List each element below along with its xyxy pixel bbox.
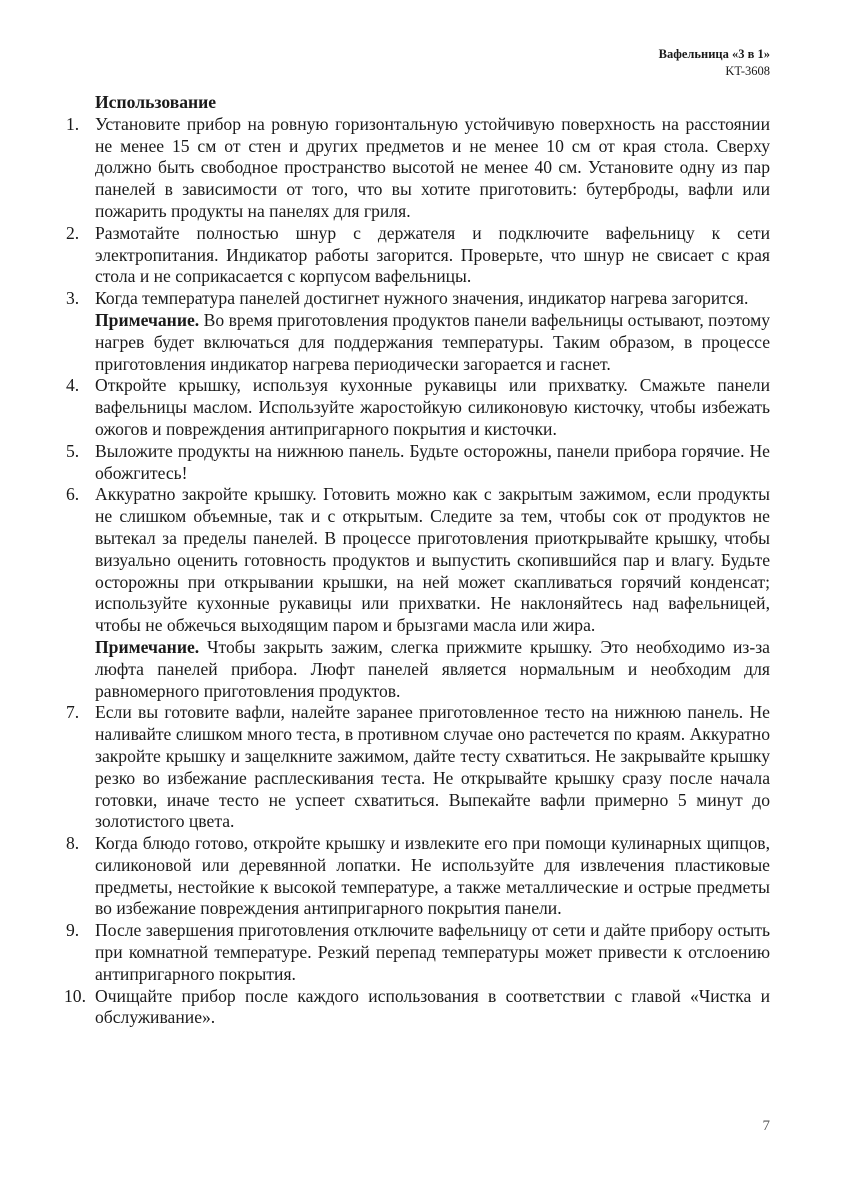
list-item: [66, 288, 770, 310]
item-text: Когда блюдо готово, откройте крышку и извлеките его при помощи кулинарных щипцов, силиконовой или деревянной лопатки. Не используйте для извлечения пластиковые предметы, нестойкие к высокой температуре, а также металлические и острые предметы во избежание повреждения антипригарного покрытия панели.: [95, 833, 770, 919]
item-text: Откройте крышку, используя кухонные рукавицы или прихватку. Смажьте панели вафельницы маслом. Используйте жаростойкую силиконовую кисточку, чтобы избежать ожогов и повреждения антипригарного покрытия и кисточки.: [95, 375, 770, 439]
item-text: Когда температура панелей достигнет нужного значения, индикатор нагрева загорится.: [95, 288, 749, 309]
note-paragraph: [95, 310, 770, 375]
item-text: Выложите продукты на нижнюю панель. Будьте осторожны, панели прибора горячие. Не обожгитесь!: [95, 440, 770, 483]
item-number: 2.: [66, 222, 80, 243]
list-item: [66, 833, 770, 920]
item-number: 4.: [66, 375, 80, 396]
item-text: Установите прибор на ровную горизонтальную устойчивую поверхность на расстоянии не менее 15 см от стен и других предметов и не менее 10 см от края стола. Сверху должно быть свободное пространство высотой не менее 40 см. Установите одну из пар панелей в зависимости от того, что вы хотите приготовить: бутерброды, вафли или пожарить продукты на панелях для гриля.: [95, 113, 770, 221]
item-text: Если вы готовите вафли, налейте заранее приготовленное тесто на нижнюю панель. Не наливайте слишком много теста, в противном случае оно растечется по краям. Аккуратно закройте крышку и защелкните зажимом, дайте тесту схватиться. Не закрывайте крышку резко во избежание расплескивания теста. Не открывайте крышку сразу после начала готовки, иначе тесто не успеет схватиться. Выпекайте вафли примерно 5 минут до золотистого цвета.: [95, 702, 770, 832]
item-number: 6.: [66, 484, 80, 505]
list-item: [66, 114, 770, 223]
section-title: Использование: [95, 92, 217, 112]
list-item: [66, 702, 770, 833]
item-number: 7.: [66, 702, 80, 723]
item-number: 5.: [66, 440, 80, 461]
list-item: [66, 223, 770, 288]
note-text: Во время приготовления продуктов панели вафельницы остывают, поэтому нагрев будет включаться для поддержания температуры. Таким образом, в процессе приготовления индикатор нагрева периодически загорается и гаснет.: [95, 309, 770, 374]
item-number: 1.: [66, 113, 80, 134]
list-item: [66, 484, 770, 637]
item-text: После завершения приготовления отключите вафельницу от сети и дайте прибору остыть при комнатной температуре. Резкий перепад температуры может привести к отслоению антипригарного покрытия.: [95, 920, 770, 984]
list-item: [66, 375, 770, 440]
page-header: [659, 46, 770, 80]
list-item: [66, 920, 770, 985]
document-body: [66, 92, 770, 1029]
item-number: 10.: [64, 985, 86, 1006]
note-label: Примечание.: [95, 636, 200, 657]
list-item: [66, 986, 770, 1030]
item-text: Размотайте полностью шнур с держателя и подключите вафельницу к сети электропитания. Индикатор работы загорится. Проверьте, что шнур не свисает с края стола и не соприкасается с корпусом вафельницы.: [95, 222, 770, 287]
note-text: Чтобы закрыть зажим, слегка прижмите крышку. Это необходимо из-за люфта панелей прибора. Люфт панелей является нормальным и необходим для равномерного приготовления продуктов.: [95, 636, 770, 701]
item-text: Аккуратно закройте крышку. Готовить можно как с закрытым зажимом, если продукты не слишком объемные, так и с открытым. Следите за тем, чтобы сок от продуктов не вытекал за пределы панелей. В процессе приготовления приоткрывайте крышку, чтобы визуально оценить готовность продуктов и выпустить скопившийся пар и влагу. Будьте осторожны при открывании крышки, на ней может скапливаться горячий конденсат; используйте кухонные рукавицы или прихватки. Не наклоняйтесь над вафельницей, чтобы не обжечься выходящим паром и брызгами масла или жира.: [95, 484, 770, 636]
item-text: Очищайте прибор после каждого использования в соответствии с главой «Чистка и обслуживание».: [95, 985, 770, 1028]
note-label: Примечание.: [95, 309, 200, 330]
page-number: 7: [762, 1118, 770, 1134]
item-number: 3.: [66, 288, 80, 309]
product-name: Вафельница «3 в 1»: [658, 47, 770, 61]
list-item: [66, 441, 770, 485]
note-paragraph: [95, 637, 770, 702]
item-number: 9.: [66, 920, 80, 941]
item-number: 8.: [66, 833, 80, 854]
product-code: KT-3608: [725, 64, 770, 78]
